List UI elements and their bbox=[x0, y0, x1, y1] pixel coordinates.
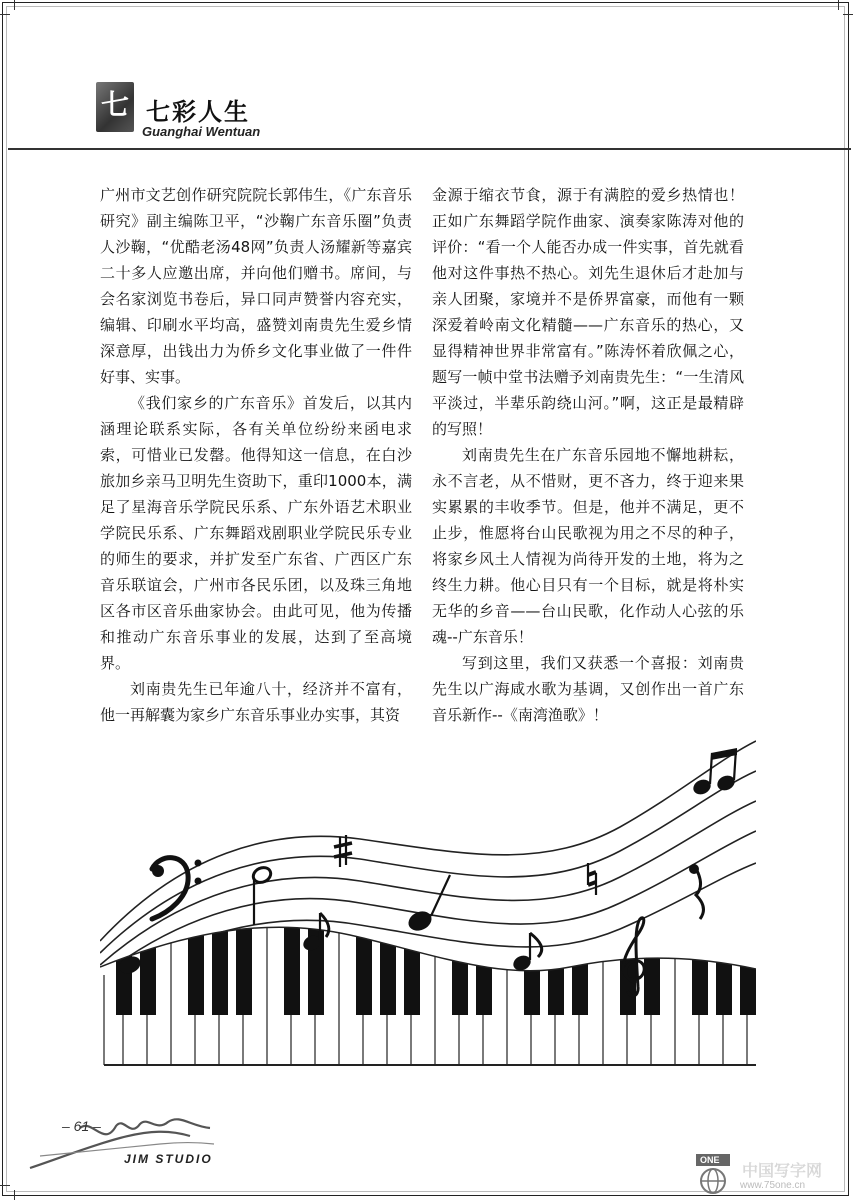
right-column bbox=[432, 182, 744, 728]
studio-credit: JIM STUDIO bbox=[124, 1152, 213, 1166]
left-column bbox=[100, 182, 412, 728]
section-subtitle: Guanghai Wentuan bbox=[142, 124, 261, 139]
half-note-icon bbox=[251, 865, 273, 925]
beamed-notes-icon bbox=[691, 748, 737, 797]
paragraph: 写到这里，我们又获悉一个喜报：刘南贵先生以广海咸水歌为基调，又创作出一首广东音乐新作--《南湾渔歌》！ bbox=[432, 654, 744, 724]
crop-mark bbox=[0, 14, 10, 15]
watermark-brand: ONE bbox=[700, 1155, 720, 1165]
music-keyboard-illustration bbox=[100, 735, 756, 1070]
sharp-icon bbox=[334, 835, 352, 867]
section-logo bbox=[96, 82, 134, 132]
crop-mark bbox=[14, 0, 15, 10]
crop-mark bbox=[14, 1190, 15, 1200]
crop-mark bbox=[843, 14, 853, 15]
section-header bbox=[96, 82, 261, 144]
header-rule bbox=[8, 148, 851, 150]
watermark-url: www.75one.cn bbox=[740, 1180, 806, 1191]
watermark-site: 中国写字网 bbox=[742, 1161, 823, 1180]
crop-mark bbox=[0, 1185, 10, 1186]
paragraph: 刘南贵先生在广东音乐园地不懈地耕耘，永不言老，从不惜财，更不吝力，终于迎来果实累累的丰收季节。但是，他并不满足，更不止步，惟愿将台山民歌视为用之不尽的种子，将家乡风土人情视为尚待开发的土地，将为之终生力耕。他心目只有一个目标，就是将朴实无华的乡音——台山民歌，化作动人心弦的乐魂--广东音乐！ bbox=[432, 446, 744, 646]
piano-keys bbox=[100, 915, 756, 1065]
paragraph: 广州市文艺创作研究院院长郭伟生，《广东音乐研究》副主编陈卫平，“沙鞠广东音乐圈”负责人沙鞠，“优酷老汤48网”负责人汤耀新等嘉宾二十多人应邀出席，并向他们赠书。席间，与会名家浏览书卷后，异口同声赞誉内容充实，编辑、印刷水平均高，盛赞刘南贵先生爱乡情深意厚，出钱出力为侨乡文化事业做了一件件好事、实事。 bbox=[100, 186, 412, 386]
section-logo-char: 七 bbox=[101, 88, 130, 121]
signature-logo-icon bbox=[20, 1108, 230, 1178]
eighth-note-icon bbox=[511, 933, 542, 973]
quarter-note-icon bbox=[405, 875, 450, 934]
crop-mark bbox=[838, 0, 839, 10]
page-number: – 61 – bbox=[62, 1118, 101, 1134]
paragraph: 《我们家乡的广东音乐》首发后，以其内涵理论联系实际，各有关单位纷纷来函电求索，可惜业已发罄。他得知这一信息，在白沙旅加乡亲马卫明先生资助下，重印1000本，满足了星海音乐学院民乐系、广东外语艺术职业学院民乐系、广东舞蹈戏剧职业学院民乐专业的师生的要求，并扩发至广东省、广西区广东音乐联谊会，广州市各民乐团，以及珠三角地区各市区音乐曲家协会。由此可见，他为传播和推动广东音乐事业的发展，达到了至高境界。 bbox=[100, 394, 412, 672]
paragraph: 金源于缩衣节食，源于有满腔的爱乡热情也！正如广东舞蹈学院作曲家、演奏家陈涛对他的评价：“看一个人能否办成一件实事，首先就看他对这件事热不热心。刘先生退休后才赴加与亲人团聚，家境并不是侨界富豪，而他有一颗深爱着岭南文化精髓——广东音乐的热心，又显得精神世界非常富有。”陈涛怀着欣佩之心，题写一帧中堂书法赠予刘南贵先生：“一生清风平淡过，半辈乐韵绕山河。”啊，这正是最精辟的写照！ bbox=[432, 186, 744, 438]
section-title: 七彩人生 bbox=[146, 98, 250, 126]
paragraph: 刘南贵先生已年逾八十，经济并不富有，他一再解囊为家乡广东音乐事业办实事，其资 bbox=[100, 680, 412, 724]
